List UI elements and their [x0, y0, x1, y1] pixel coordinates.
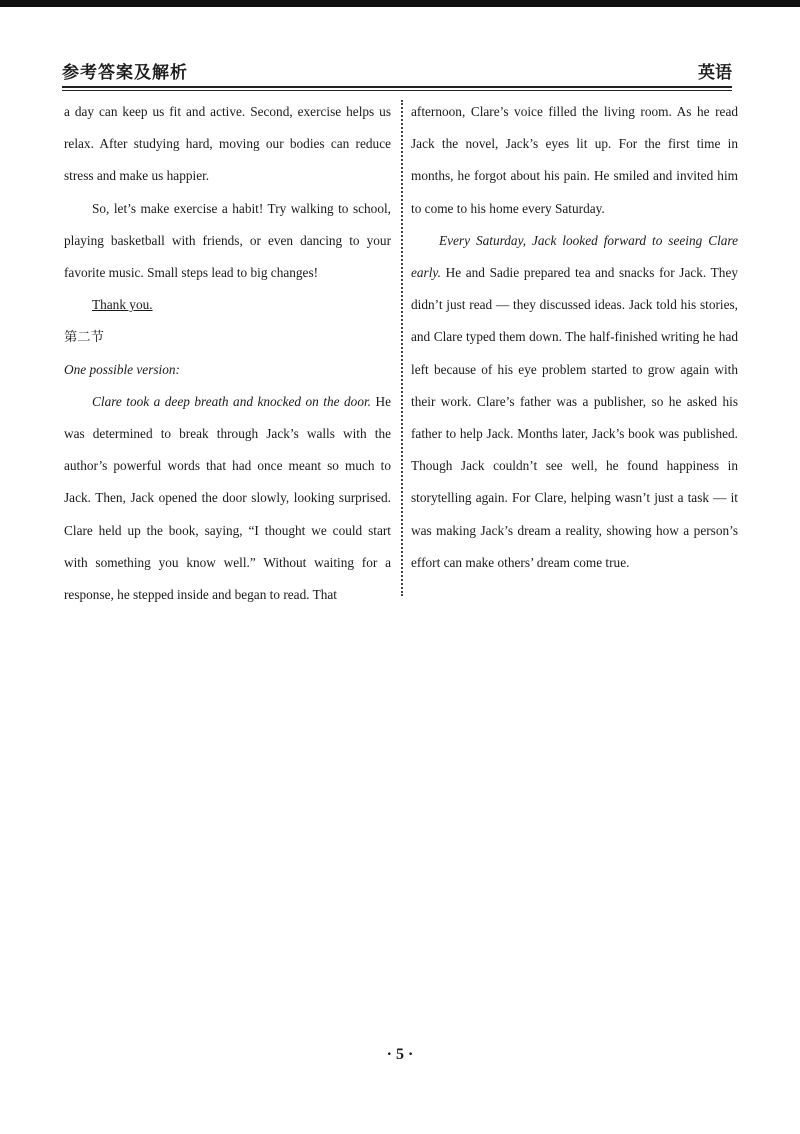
right-paragraph-2-body: He and Sadie prepared tea and snacks for Jack. They didn’t just read — they discussed ideas. Jack told his stories, and Clare typed them down. The half-finished writing he had left because of his eye problem started to grow again with their work. Clare’s father was a publisher, so he asked his father to help Jack. Months later, Jack’s book was published. Though Jack couldn’t see well, he found happiness in storytelling again. For Clare, helping wasn’t just a task — it was making Jack’s dream a reality, showing how a person’s effort can make others’ dream come true.: [411, 265, 738, 570]
left-column: [64, 96, 391, 611]
right-paragraph-1: afternoon, Clare’s voice filled the living room. As he read Jack the novel, Jack’s eyes lit up. For the first time in months, he forgot about his pain. He smiled and invited him to come to his home every Saturday.: [411, 104, 738, 216]
page-number: · 5 ·: [386, 1046, 414, 1063]
left-paragraph-3: [64, 386, 391, 611]
right-column: [411, 96, 738, 579]
column-divider: [401, 100, 403, 596]
header-title: 参考答案及解析: [62, 63, 188, 82]
section-heading: 第二节: [64, 329, 104, 345]
second-paragraph-opening: Every Saturday, Jack looked forward to seeing Clare early.: [411, 232, 738, 281]
thanks-line: [64, 289, 391, 321]
top-border-bar: [0, 0, 800, 7]
right-paragraph-2: [411, 225, 738, 579]
left-paragraph-3-body: He was determined to break through Jack’s walls with the author’s powerful words that had once meant so much to Jack. Then, Jack opened the door slowly, looking surprised. Clare held up the book, saying, “I thought we could start with something you know well.” Without waiting for a response, he stepped inside and began to read. That: [64, 393, 391, 603]
thanks-text: Thank you.: [92, 297, 153, 313]
version-label: One possible version:: [64, 361, 180, 377]
header-rule: [62, 86, 732, 88]
header-subject: 英语: [698, 63, 732, 82]
left-paragraph-2: So, let’s make exercise a habit! Try walking to school, playing basketball with friends, or even dancing to your favorite music. Small steps lead to big changes!: [64, 200, 391, 281]
left-paragraph-1: a day can keep us fit and active. Second, exercise helps us relax. After studying hard, moving our bodies can reduce stress and make us happier.: [64, 104, 391, 184]
header-rule-thin: [62, 90, 732, 91]
opening-sentence: Clare took a deep breath and knocked on the door.: [92, 393, 371, 409]
page-header: [62, 54, 732, 84]
